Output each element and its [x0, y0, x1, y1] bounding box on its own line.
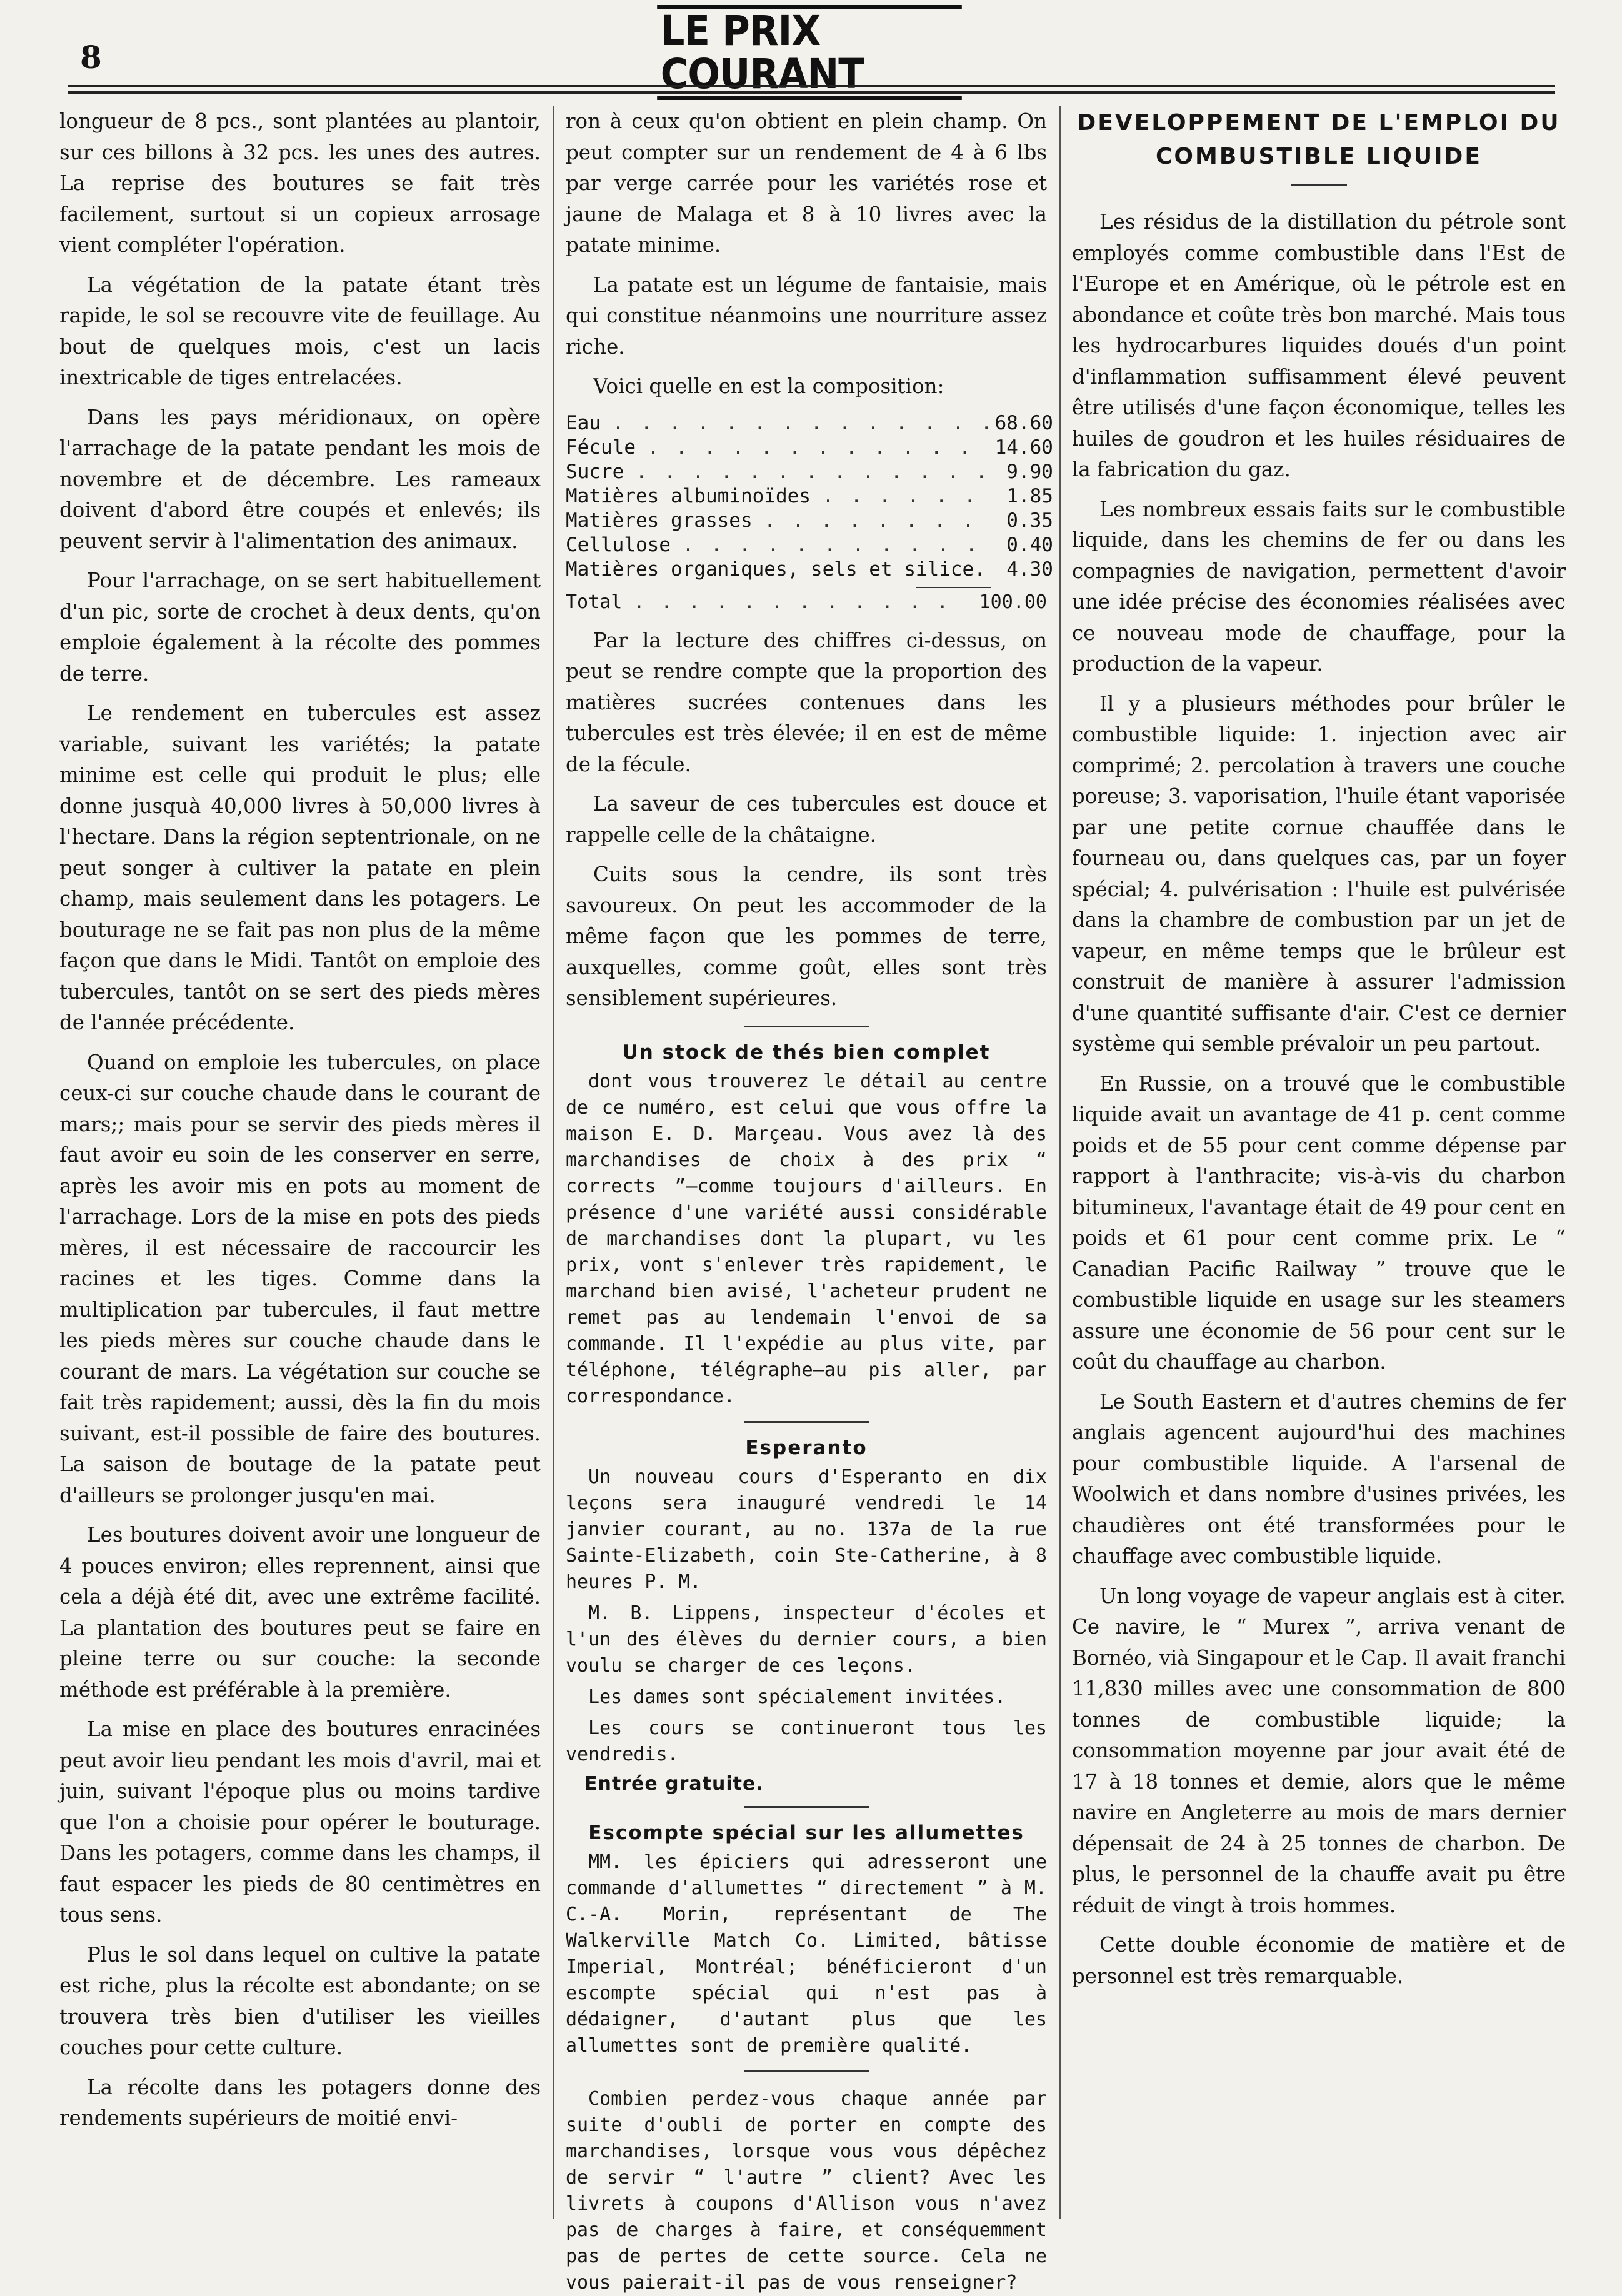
- column-3-combustible-article: [1072, 106, 1566, 2231]
- stock-heading: Un stock de thés bien complet: [622, 1041, 991, 1064]
- paragraph: Les résidus de la distillation du pétrole sont employés comme combustible dans l'Est de l'Europe et en Amérique, où le pétrole est en abondance et coûte très bon marché. Mais tous les hydrocarbures liquides doués d'un point d'inflammation suffisamment élevé peuvent être utilisés d'une façon économique, telles les huiles de goudron et les huiles résiduaires de la fabrication du gaz.: [1072, 210, 1566, 481]
- paragraph: La végétation de la patate étant très rapide, le sol se recouvre vite de feuillage. Au bout de quelques mois, c'est un lacis inextricable de tiges entrelacées.: [59, 272, 541, 389]
- paragraph: Un nouveau cours d'Esperanto en dix leçons sera inauguré vendredi le 14 janvier courant, au no. 137a de la rue Sainte-Elizabeth, coin Ste-Catherine, à 8 heures P. M.: [566, 1465, 1047, 1593]
- composition-total: Total . . . . . . . . . . . . 100.00: [566, 589, 1047, 616]
- title-rule: [1291, 184, 1347, 186]
- page-number: 8: [80, 39, 102, 76]
- table-row: Sucre . . . . . . . . . . . . . 9.90: [566, 460, 1053, 483]
- paragraph: Cette double économie de matière et de personnel est très remarquable.: [1072, 1933, 1566, 1988]
- paragraph: Les dames sont spécialement invitées.: [588, 1685, 1006, 1708]
- column-separator: [553, 106, 554, 2219]
- table-row: Matières grasses . . . . . . . . 0.35: [566, 509, 1053, 532]
- total-label: Total: [566, 591, 623, 613]
- paragraph: Cuits sous la cendre, ils sont très savoureux. On peut les accommoder de la même façon que les pommes de terre, auxquelles, comme goût, elles sont très sensiblement supérieures.: [566, 862, 1047, 1010]
- article-title: DEVELOPPEMENT DE L'EMPLOI DU COMBUSTIBLE LIQUIDE: [1077, 110, 1561, 169]
- header-rule-bottom: [68, 91, 1555, 94]
- table-row: Matières organiques, sels et silice. 4.30: [566, 557, 1053, 581]
- table-row: Eau . . . . . . . . . . . . . . 68.60: [566, 411, 1053, 434]
- paragraph: Dans les pays méridionaux, on opère l'arrachage de la patate pendant les mois de novembre et de décembre. Les rameaux doivent d'abord être coupés et enlevés; ils peuvent servir à l'alimentation des animaux.: [59, 405, 541, 553]
- section-divider: [744, 2070, 869, 2072]
- paragraph: Les cours se continueront tous les vendredis.: [566, 1717, 1047, 1765]
- section-divider: [744, 1806, 869, 1808]
- composition-table: [566, 411, 1053, 582]
- paragraph: longueur de 8 pcs., sont plantées au plantoir, sur ces billons à 32 pcs. les unes des autres. La reprise des boutures se fait très facilement, surtout si un copieux arrosage vient compléter l'opération.: [59, 109, 541, 257]
- paragraph: Il y a plusieurs méthodes pour brûler le combustible liquide: 1. injection avec air comprimé; 2. percolation à travers une couche poreuse; 3. vaporisation, l'huile étant vaporisée par une petite cornue chauffée dans le fourneau ou, dans quelques cas, par un foyer spécial; 4. pulvérisation : l'huile est pulvérisée dans la chambre de combustion par un jet de vapeur, en même temps que le brûleur est construit de manière à assurer l'admission d'une quantité suffisante d'air. C'est ce dernier système qui semble prévaloir un peu partout.: [1072, 691, 1566, 1056]
- total-value: 100.00: [979, 591, 1047, 613]
- paragraph: Les boutures doivent avoir une longueur de 4 pouces environ; elles reprennent, ainsi que cela a déjà été dit, avec une extrême facilité. La plantation des boutures peut se faire en pleine terre ou sur couche: la seconde méthode est préférable à la première.: [59, 1523, 541, 1702]
- column-2: [566, 106, 1053, 2294]
- paragraph: ron à ceux qu'on obtient en plein champ. On peut compter sur un rendement de 4 à 6 lbs par verge carrée pour les variétés rose et jaune de Malaga et 8 à 10 livres avec la patate minime.: [566, 109, 1047, 257]
- paragraph: Plus le sol dans lequel on cultive la patate est riche, plus la récolte est abondante; on se trouvera très bien d'utiliser les vieilles couches pour cette culture.: [59, 1942, 541, 2059]
- table-row: Matières albuminoïdes . . . . . . 1.85: [566, 484, 1053, 507]
- escompte-heading: Escompte spécial sur les allumettes: [588, 1821, 1024, 1844]
- paragraph: La récolte dans les potagers donne des rendements supérieurs de moitié envi-: [59, 2075, 541, 2130]
- paragraph: Le South Eastern et d'autres chemins de fer anglais agencent aujourd'hui des machines pour combustible liquide. A l'arsenal de Woolwich et dans nombre d'usines privées, les chaudières ont été transformées pour le chauffage avec combustible liquide.: [1072, 1389, 1566, 1568]
- paragraph: Par la lecture des chiffres ci-dessus, on peut se rendre compte que la proportion des matières sucrées contenues dans les tubercules est très élevée; il en est de même de la fécule.: [566, 628, 1047, 776]
- masthead-title: LE PRIX COURANT: [657, 5, 962, 101]
- paragraph: La mise en place des boutures enracinées peut avoir lieu pendant les mois d'avril, mai et juin, suivant l'époque plus ou moins tardive que l'on a choisie pour opérer le bouturage. Dans les potagers, comme dans les champs, il faut espacer les pieds de 80 centimètres en tous sens.: [59, 1717, 541, 1927]
- paragraph: La patate est un légume de fantaisie, mais qui constitue néanmoins une nourriture assez riche.: [566, 272, 1047, 359]
- stock-text: dont vous trouverez le détail au centre de ce numéro, est celui que vous offre la maison E. D. Marçeau. Vous avez là des marchandises de choix à des prix “ corrects ”—comme toujours d'ailleurs. En présence d'une variété aussi considérable de marchandises dont la plupart, vu les prix, vont s'enlever très rapidement, le marchand bien avisé, l'acheteur prudent ne remet pas au lendemain l'envoi de sa commande. Il l'expédie au plus vite, par téléphone, télégraphe—au pis aller, par correspondance.: [566, 1070, 1047, 1407]
- section-divider: [744, 1026, 869, 1027]
- paragraph: Voici quelle en est la composition:: [593, 374, 944, 398]
- masthead-logo: [657, 6, 962, 98]
- paragraph: En Russie, on a trouvé que le combustible liquide avait un avantage de 41 p. cent comme poids et de 55 pour cent comme dépense par rapport à l'anthracite; vis-à-vis du charbon bitumineux, l'avantage était de 49 pour cent en poids et 61 pour cent comme prix. Le “ Canadian Pacific Railway ” trouve que le combustible liquide en usage sur les steamers assure une économie de 56 pour cent sur le coût du chauffage au charbon.: [1072, 1071, 1566, 1374]
- paragraph: Quand on emploie les tubercules, on place ceux-ci sur couche chaude dans le courant de mars;; mais pour se servir des pieds mères il faut avoir eu soin de les conserver en serre, après les avoir mis en pots au moment de l'arrachage. Lors de la mise en pots des pieds mères, il est nécessaire de raccourcir les racines et les tiges. Comme dans la multiplication par tubercules, il faut mettre les pieds mères sur couche chaude dans le courant de mars. La végétation sur couche se fait très rapidement; aussi, dès la fin du mois suivant, est-il possible de faire des boutures. La saison de boutage de la patate peut d'ailleurs se prolonger jusqu'en mai.: [59, 1050, 541, 1507]
- column-separator: [1059, 106, 1061, 2219]
- table-row: Fécule . . . . . . . . . . . . 14.60: [566, 436, 1053, 459]
- paragraph: Les nombreux essais faits sur le combustible liquide, dans les chemins de fer ou dans les compagnies de navigation, permettent d'avoir une idée précise des économies réalisées avec ce nouveau mode de chauffage, pour la production de la vapeur.: [1072, 497, 1566, 676]
- esperanto-heading: Esperanto: [745, 1436, 868, 1459]
- table-row: Cellulose . . . . . . . . . . . 0.40: [566, 533, 1053, 556]
- column-1-patate-article: [59, 106, 541, 2231]
- escompte-text: MM. les épiciers qui adresseront une commande d'allumettes “ directement ” à M. C.-A. Morin, représentant de The Walkerville Match Co. Limited, bâtisse Imperial, Montréal; bénéficieront d'un escompte spécial qui n'est pas à dédaigner, d'autant plus que les allumettes sont de première qualité.: [566, 1850, 1047, 2057]
- paragraph: Le rendement en tubercules est assez variable, suivant les variétés; la patate minime est celle qui produit le plus; elle donne jusquà 40,000 livres à 50,000 livres à l'hectare. Dans la région septentrionale, on ne peut songer à cultiver la patate en plein champ, mais seulement dans les potagers. Le bouturage ne se fait pas non plus de la même façon que dans le Midi. Tantôt on emploie des tubercules, tantôt on se sert des pieds mères de l'année précédente.: [59, 701, 541, 1034]
- paragraph: Un long voyage de vapeur anglais est à citer. Ce navire, le “ Murex ”, arriva venant de Bornéo, vià Singapour et le Cap. Il avait franchi 11,830 milles avec une consommation de 800 tonnes de combustible liquide; la consommation moyenne par jour avait été de 17 à 18 tonnes et demie, alors que le même navire en Angleterre au mois de mars dernier dépensait de 24 à 25 tonnes de charbon. De plus, le personnel de la chauffe avait pu être réduit de vingt à trois hommes.: [1072, 1584, 1566, 1917]
- total-rule: [916, 587, 991, 588]
- paragraph: La saveur de ces tubercules est douce et rappelle celle de la châtaigne.: [566, 792, 1047, 847]
- entree-gratuite: Entrée gratuite.: [584, 1772, 764, 1795]
- header-rule-top: [68, 85, 1555, 87]
- section-divider: [744, 1421, 869, 1423]
- paragraph: Pour l'arrachage, on se sert habituellement d'un pic, sorte de crochet à deux dents, qu'on emploie également à la récolte des pommes de terre.: [59, 569, 541, 686]
- paragraph: M. B. Lippens, inspecteur d'écoles et l'un des élèves du dernier cours, a bien voulu se charger de ces leçons.: [566, 1602, 1047, 1677]
- allison-text: Combien perdez-vous chaque année par suite d'oubli de porter en compte des marchandises, lorsque vous vous dépêchez de servir “ l'autre ” client? Avec les livrets à coupons d'Allison vous n'avez pas de charges à faire, et conséquemment pas de pertes de cette source. Cela ne vous paierait-il pas de vous renseigner?: [566, 2087, 1047, 2294]
